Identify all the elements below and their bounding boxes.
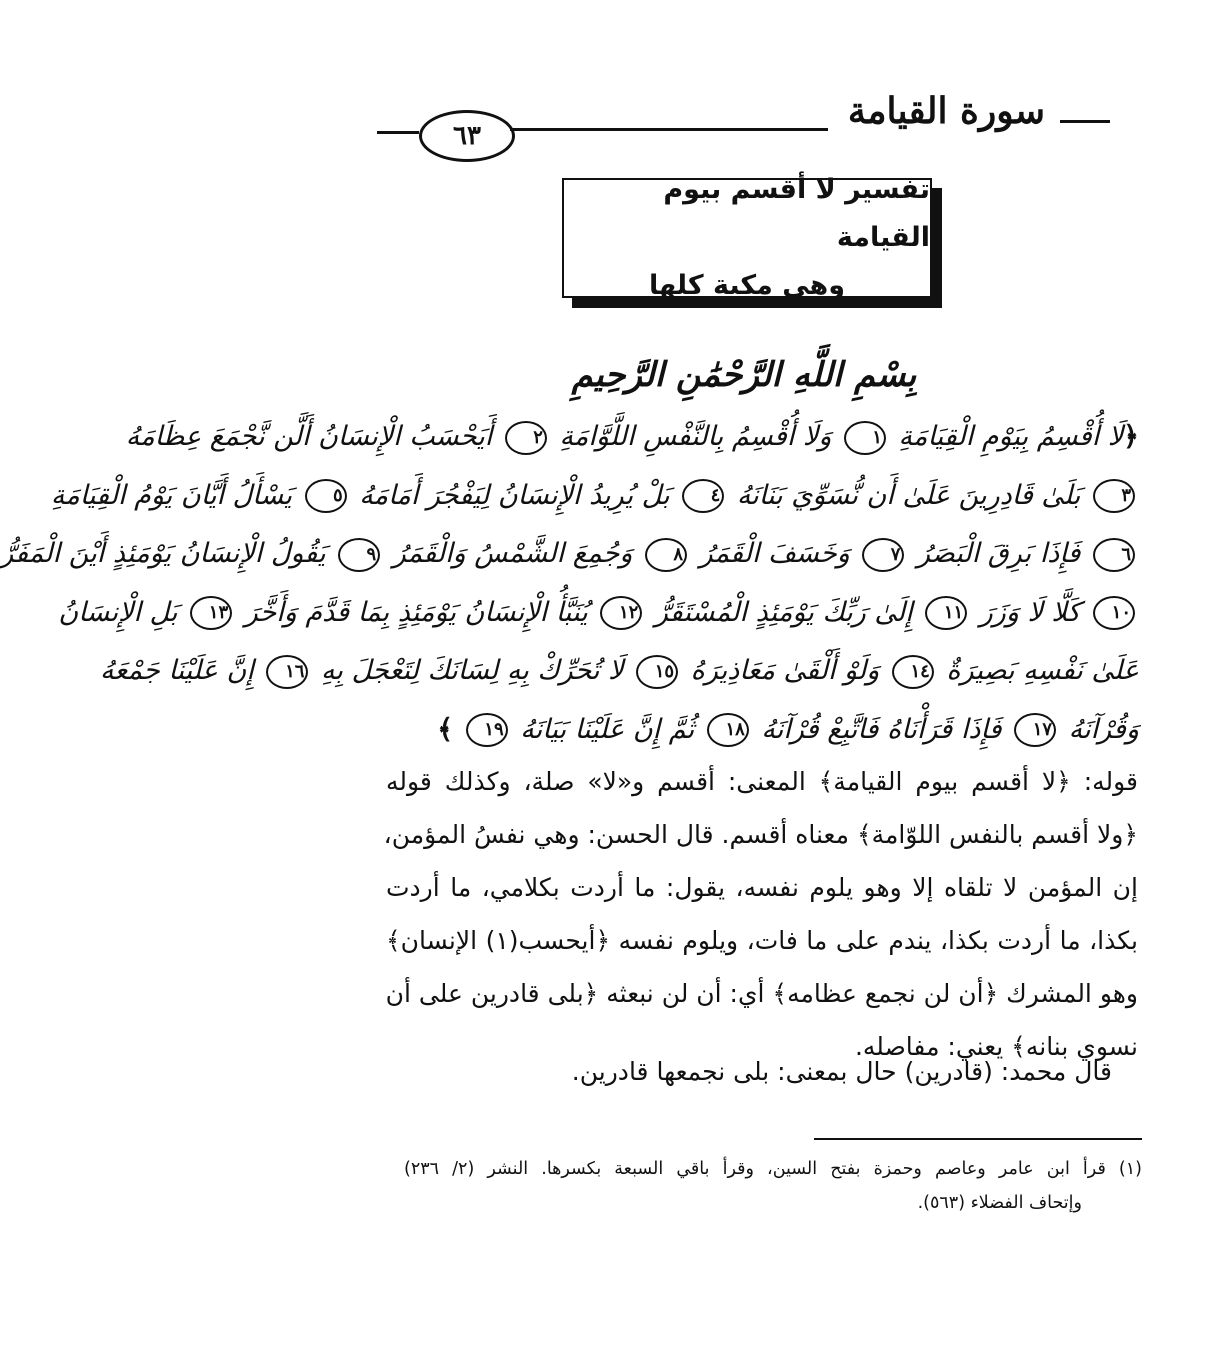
footnote (404, 1152, 1142, 1220)
ayah-number-marker: ٨ (645, 538, 687, 572)
verse-text: وَلَا أُقْسِمُ بِالنَّفْسِ اللَّوَّامَةِ (550, 421, 832, 452)
ayah-number-marker: ١ (844, 421, 886, 455)
ayah-number-marker: ١٧ (1014, 713, 1056, 747)
verse-text: وَخَسَفَ الْقَمَرُ (691, 538, 850, 569)
verse-text: لَا تُحَرِّكْ بِهِ لِسَانَكَ لِتَعْجَلَ بِهِ (312, 655, 624, 686)
footnote-line: (١) قرأ ابن عامر وعاصم وحمزة بفتح السين، وقرأ باقي السبعة بكسرها. النشر (٢/ ٢٣٦) (404, 1159, 1142, 1179)
header-rule-right (1060, 120, 1110, 123)
verse-text: وَلَوْ أَلْقَىٰ مَعَاذِيرَهُ (682, 655, 880, 686)
ayah-number-marker: ٣ (1093, 479, 1135, 513)
verse-text: ثُمَّ إِنَّ عَلَيْنَا بَيَانَهُ (511, 713, 695, 745)
verse-text: عَلَىٰ نَفْسِهِ بَصِيرَةٌ (937, 655, 1139, 686)
verse-close-bracket: ﴾ (437, 713, 454, 745)
verse-text: يَسْأَلُ أَيَّانَ يَوْمُ الْقِيَامَةِ (50, 479, 293, 511)
commentary-line: ﴿ولا أقسم بالنفس اللوّامة﴾ معناه أقسم. قال الحسن: وهي نفسُ المؤمن، (383, 820, 1138, 849)
footnote-line: وإتحاف الفضلاء (٥٦٣). (917, 1193, 1082, 1213)
page-number: ٦٣ (419, 110, 515, 162)
ayah-number-marker: ١٨ (707, 713, 749, 747)
verse-open-bracket: ﴿ (1123, 421, 1139, 452)
verse-text: كَلَّا لَا وَزَرَ (971, 596, 1081, 628)
commentary (383, 755, 1138, 1073)
ayah-number-marker: ١٦ (266, 655, 308, 689)
verse-text: بَلِ الْإِنسَانُ (58, 596, 178, 628)
chapter-title: تفسير لا أقسم بيوم القيامة (663, 174, 930, 253)
header-rule-left (377, 131, 419, 134)
ayah-number-marker: ١٤ (892, 655, 934, 689)
ayah-number-marker: ٢ (505, 421, 547, 455)
quran-verses (0, 408, 1139, 759)
commentary-line: وهو المشرك ﴿أن لن نجمع عظامه﴾ أي: أن لن نبعثه ﴿بلى قادرين على أن (385, 979, 1138, 1008)
verse-text: وَقُرْآنَهُ (1060, 713, 1139, 745)
commentary-line: بكذا، ما أردت بكذا، يندم على ما فات، ويلوم نفسه ﴿أيحسب(١) الإنسان﴾ (386, 926, 1138, 955)
ayah-number-marker: ٩ (338, 538, 380, 572)
ayah-number-marker: ٤ (682, 479, 724, 513)
verse-text: فَإِذَا قَرَأْنَاهُ فَاتَّبِعْ قُرْآنَهُ (752, 713, 1002, 745)
ayah-number-marker: ١٩ (466, 713, 508, 747)
chapter-title-box (562, 174, 932, 301)
ayah-number-marker: ٧ (862, 538, 904, 572)
verse-text: أَيَحْسَبُ الْإِنسَانُ أَلَّن نَّجْمَعَ عِظَامَهُ (125, 421, 493, 452)
verse-text: وَجُمِعَ الشَّمْسُ وَالْقَمَرُ (384, 538, 633, 569)
ayah-number-marker: ١٢ (600, 596, 642, 630)
verse-line (0, 525, 1139, 584)
verse-line (58, 584, 1139, 643)
verse-text: لَا أُقْسِمُ بِيَوْمِ الْقِيَامَةِ (889, 421, 1124, 452)
ayah-number-marker: ٦ (1093, 538, 1135, 572)
verse-text: إِنَّ عَلَيْنَا جَمْعَهُ (99, 655, 254, 686)
footnote-rule (814, 1138, 1142, 1140)
ayah-number-marker: ١٣ (190, 596, 232, 630)
ayah-number-marker: ١٥ (636, 655, 678, 689)
chapter-subtitle: وهي مكية كلها (648, 270, 846, 301)
surah-title: سورة القيامة (847, 90, 1046, 132)
verse-text: بَلْ يُرِيدُ الْإِنسَانُ لِيَفْجُرَ أَمَامَهُ (350, 479, 670, 511)
muhammad-note: قال محمد: (قادرين) حال بمعنى: بلى نجمعها قادرين. (571, 1057, 1112, 1086)
verse-text: فَإِذَا بَرِقَ الْبَصَرُ (908, 538, 1081, 569)
ayah-number-marker: ١١ (925, 596, 967, 630)
commentary-line: إن المؤمن لا تلقاه إلا وهو يلوم نفسه، يقول: ما أردت بكلامي، ما أردت (386, 873, 1138, 902)
verse-line (99, 642, 1139, 701)
commentary-line: قوله: ﴿لا أقسم بيوم القيامة﴾ المعنى: أقسم و«لا» صلة، وكذلك قوله (386, 767, 1138, 796)
ayah-number-marker: ١٠ (1093, 596, 1135, 630)
verse-text: بَلَىٰ قَادِرِينَ عَلَىٰ أَن نُّسَوِّيَ بَنَانَهُ (728, 479, 1081, 511)
verse-line (349, 701, 1139, 760)
header-rule-middle (510, 128, 828, 131)
ayah-number-marker: ٥ (305, 479, 347, 513)
verse-text: يَقُولُ الْإِنسَانُ يَوْمَئِذٍ أَيْنَ الْمَفَرُّ (0, 538, 326, 569)
commentary-line: نسوي بنانه﴾ يعني: مفاصله. (854, 1032, 1138, 1061)
verse-text: يُنَبَّأُ الْإِنسَانُ يَوْمَئِذٍ بِمَا قَدَّمَ وَأَخَّرَ (236, 596, 588, 628)
verse-line (50, 467, 1139, 526)
verse-text: إِلَىٰ رَبِّكَ يَوْمَئِذٍ الْمُسْتَقَرُّ (646, 596, 913, 628)
verse-line (125, 408, 1139, 467)
basmala: بِسْمِ اللَّهِ الرَّحْمَٰنِ الرَّحِيمِ (571, 355, 917, 395)
